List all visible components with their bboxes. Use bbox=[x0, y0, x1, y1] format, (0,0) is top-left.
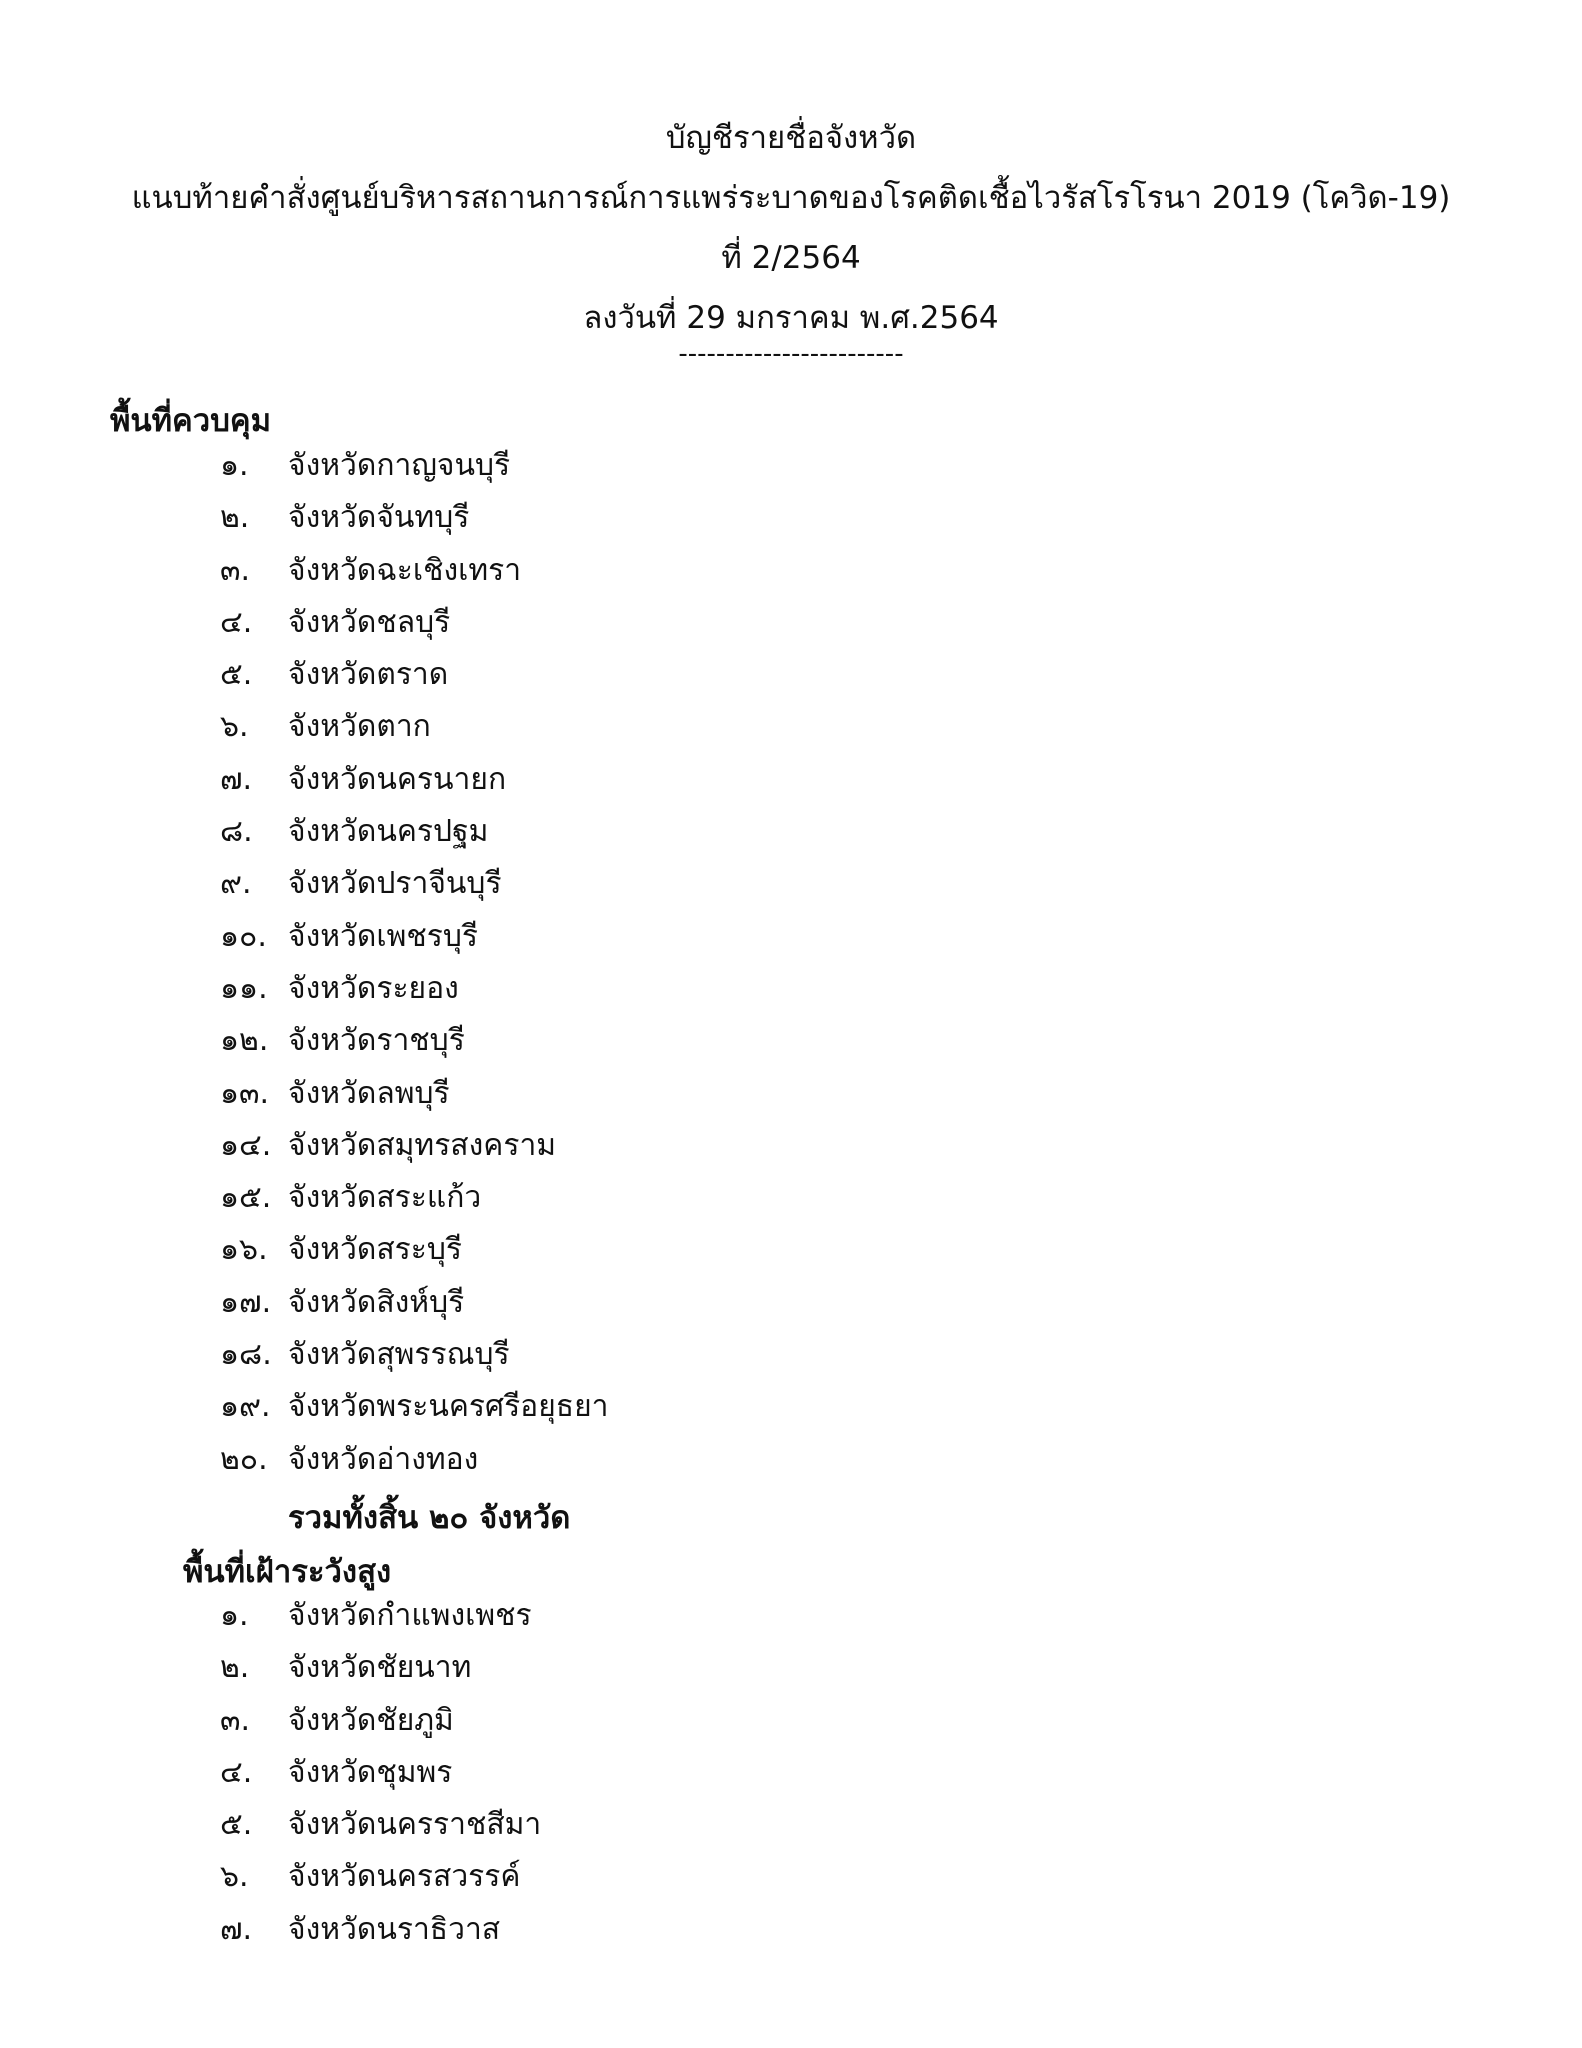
province-name: จังหวัดอ่างทอง bbox=[288, 1441, 479, 1477]
list-item bbox=[220, 806, 609, 858]
province-name: จังหวัดนราธิวาส bbox=[288, 1911, 501, 1947]
province-name: จังหวัดชุมพร bbox=[288, 1754, 453, 1790]
list-item bbox=[220, 440, 609, 492]
list-item bbox=[220, 701, 609, 753]
list-item bbox=[220, 1172, 609, 1224]
list-item bbox=[220, 597, 609, 649]
province-name: จังหวัดตาก bbox=[288, 709, 431, 745]
item-number: ๓. bbox=[220, 552, 251, 588]
header-divider: ------------------------ bbox=[678, 339, 904, 369]
list-item bbox=[220, 1329, 609, 1381]
item-number: ๗. bbox=[220, 761, 253, 797]
list-item bbox=[220, 911, 609, 963]
order-number: ที่ 2/2564 bbox=[721, 240, 861, 276]
province-name: จังหวัดราชบุรี bbox=[288, 1023, 465, 1059]
list-item bbox=[220, 1695, 541, 1747]
list-item bbox=[220, 1224, 609, 1276]
item-number: ๑. bbox=[220, 448, 249, 483]
item-number: ๑๕. bbox=[220, 1180, 272, 1216]
item-number: ๑๐. bbox=[220, 918, 267, 954]
high-surveillance-province-list bbox=[220, 1590, 541, 1956]
document-header bbox=[0, 108, 1582, 374]
item-number: ๘. bbox=[220, 814, 253, 850]
list-item bbox=[220, 858, 609, 910]
province-name: จังหวัดสมุทรสงคราม bbox=[288, 1127, 557, 1163]
item-number: ๑. bbox=[220, 1598, 249, 1633]
province-name: จังหวัดนครราชสีมา bbox=[288, 1807, 542, 1843]
item-number: ๔. bbox=[220, 604, 253, 640]
document-subtitle: แนบท้ายคำสั่งศูนย์บริหารสถานการณ์การแพร่ระบาดของโรคติดเชื้อไวรัสโรโรนา 2019 (โควิด-19) bbox=[131, 180, 1451, 216]
list-item bbox=[220, 1851, 541, 1903]
list-item bbox=[220, 492, 609, 544]
province-name: จังหวัดปราจีนบุรี bbox=[288, 866, 502, 902]
item-number: ๑๑. bbox=[220, 970, 268, 1006]
item-number: ๕. bbox=[220, 1807, 253, 1843]
item-number: ๕. bbox=[220, 657, 253, 693]
item-number: ๗. bbox=[220, 1911, 253, 1947]
order-date: ลงวันที่ 29 มกราคม พ.ศ.2564 bbox=[583, 300, 999, 336]
item-number: ๑๘. bbox=[220, 1337, 272, 1373]
item-number: ๖. bbox=[220, 1859, 249, 1895]
item-number: ๒. bbox=[220, 500, 250, 536]
province-name: จังหวัดชัยภูมิ bbox=[288, 1702, 454, 1738]
item-number: ๔. bbox=[220, 1754, 253, 1790]
list-item bbox=[220, 1904, 541, 1956]
list-item bbox=[220, 754, 609, 806]
list-item bbox=[220, 1747, 541, 1799]
item-number: ๒. bbox=[220, 1650, 250, 1686]
item-number: ๑๙. bbox=[220, 1389, 271, 1425]
item-number: ๓. bbox=[220, 1702, 251, 1738]
item-number: ๖. bbox=[220, 709, 249, 745]
item-number: ๑๒. bbox=[220, 1023, 269, 1059]
province-name: จังหวัดสิงห์บุรี bbox=[288, 1284, 465, 1320]
list-item bbox=[220, 1434, 609, 1486]
province-name: จังหวัดนครสวรรค์ bbox=[288, 1859, 521, 1895]
list-item bbox=[220, 1642, 541, 1694]
item-number: ๑๔. bbox=[220, 1127, 272, 1163]
list-item bbox=[220, 1590, 541, 1642]
item-number: ๒๐. bbox=[220, 1441, 268, 1477]
list-item bbox=[220, 1068, 609, 1120]
province-name: จังหวัดเพชรบุรี bbox=[288, 918, 478, 954]
list-item bbox=[220, 1015, 609, 1067]
province-name: จังหวัดกำแพงเพชร bbox=[288, 1598, 532, 1633]
list-item bbox=[220, 1120, 609, 1172]
province-name: จังหวัดลพบุรี bbox=[288, 1075, 450, 1111]
section-title-high-surveillance: พื้นที่เฝ้าระวังสูง bbox=[183, 1554, 392, 1590]
province-name: จังหวัดสระบุรี bbox=[288, 1232, 463, 1268]
province-name: จังหวัดตราด bbox=[288, 657, 449, 693]
item-number: ๑๗. bbox=[220, 1284, 272, 1320]
section-title-controlled: พื้นที่ควบคุม bbox=[110, 403, 272, 439]
list-item bbox=[220, 963, 609, 1015]
list-item bbox=[220, 1381, 609, 1433]
list-item bbox=[220, 1277, 609, 1329]
province-name: จังหวัดนครปฐม bbox=[288, 814, 489, 850]
province-name: จังหวัดระยอง bbox=[288, 970, 459, 1006]
controlled-total: รวมทั้งสิ้น ๒๐ จังหวัด bbox=[288, 1500, 571, 1536]
item-number: ๑๖. bbox=[220, 1232, 268, 1268]
list-item bbox=[220, 545, 609, 597]
province-name: จังหวัดฉะเชิงเทรา bbox=[288, 552, 522, 588]
province-name: จังหวัดสุพรรณบุรี bbox=[288, 1337, 510, 1373]
controlled-province-list bbox=[220, 440, 609, 1486]
item-number: ๑๓. bbox=[220, 1075, 270, 1111]
list-item bbox=[220, 649, 609, 701]
province-name: จังหวัดจันทบุรี bbox=[288, 500, 470, 536]
item-number: ๙. bbox=[220, 866, 252, 902]
province-name: จังหวัดสระแก้ว bbox=[288, 1180, 482, 1216]
document-title: บัญชีรายชื่อจังหวัด bbox=[665, 120, 917, 156]
province-name: จังหวัดชัยนาท bbox=[288, 1650, 472, 1686]
province-name: จังหวัดพระนครศรีอยุธยา bbox=[288, 1389, 609, 1425]
province-name: จังหวัดนครนายก bbox=[288, 761, 507, 797]
province-name: จังหวัดกาญจนบุรี bbox=[288, 448, 511, 483]
province-name: จังหวัดชลบุรี bbox=[288, 604, 451, 640]
list-item bbox=[220, 1799, 541, 1851]
